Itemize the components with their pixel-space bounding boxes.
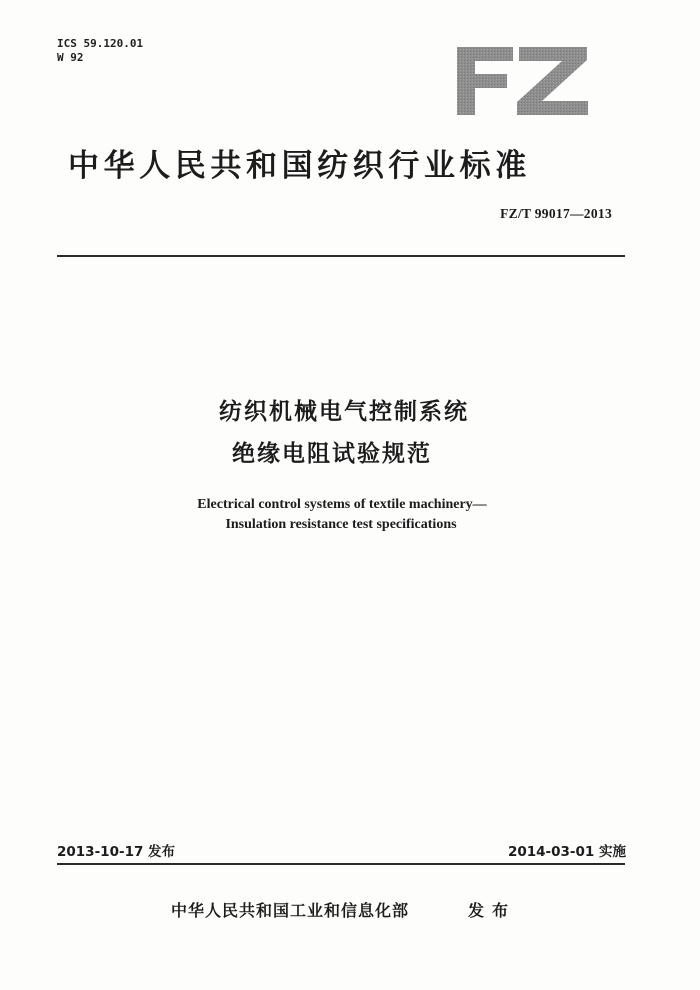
ics-code: ICS 59.120.01 (57, 37, 144, 50)
implementation-date: 2014-03-01 实施 (507, 844, 626, 860)
ccs-code: W 92 (57, 51, 84, 64)
bottom-divider (57, 863, 625, 865)
top-divider (57, 255, 625, 257)
standard-number: FZ/T 99017—2013 (500, 206, 612, 221)
classification-codes (57, 37, 143, 65)
chinese-title-line-1: 纺织机械电气控制系统 (219, 399, 469, 425)
english-title-line-2: Insulation resistance test specifications (225, 517, 457, 532)
issuing-authority: 中华人民共和国工业和信息化部 (171, 901, 410, 920)
issue-date: 2013-10-17 发布 (57, 844, 176, 860)
chinese-title-line-2: 绝缘电阻试验规范 (232, 441, 432, 467)
english-title-line-1: Electrical control systems of textile machinery— (197, 497, 487, 512)
main-title: 中华人民共和国纺织行业标准 (68, 148, 531, 184)
publish-label: 发布 (468, 901, 517, 920)
fz-logo (455, 45, 590, 117)
